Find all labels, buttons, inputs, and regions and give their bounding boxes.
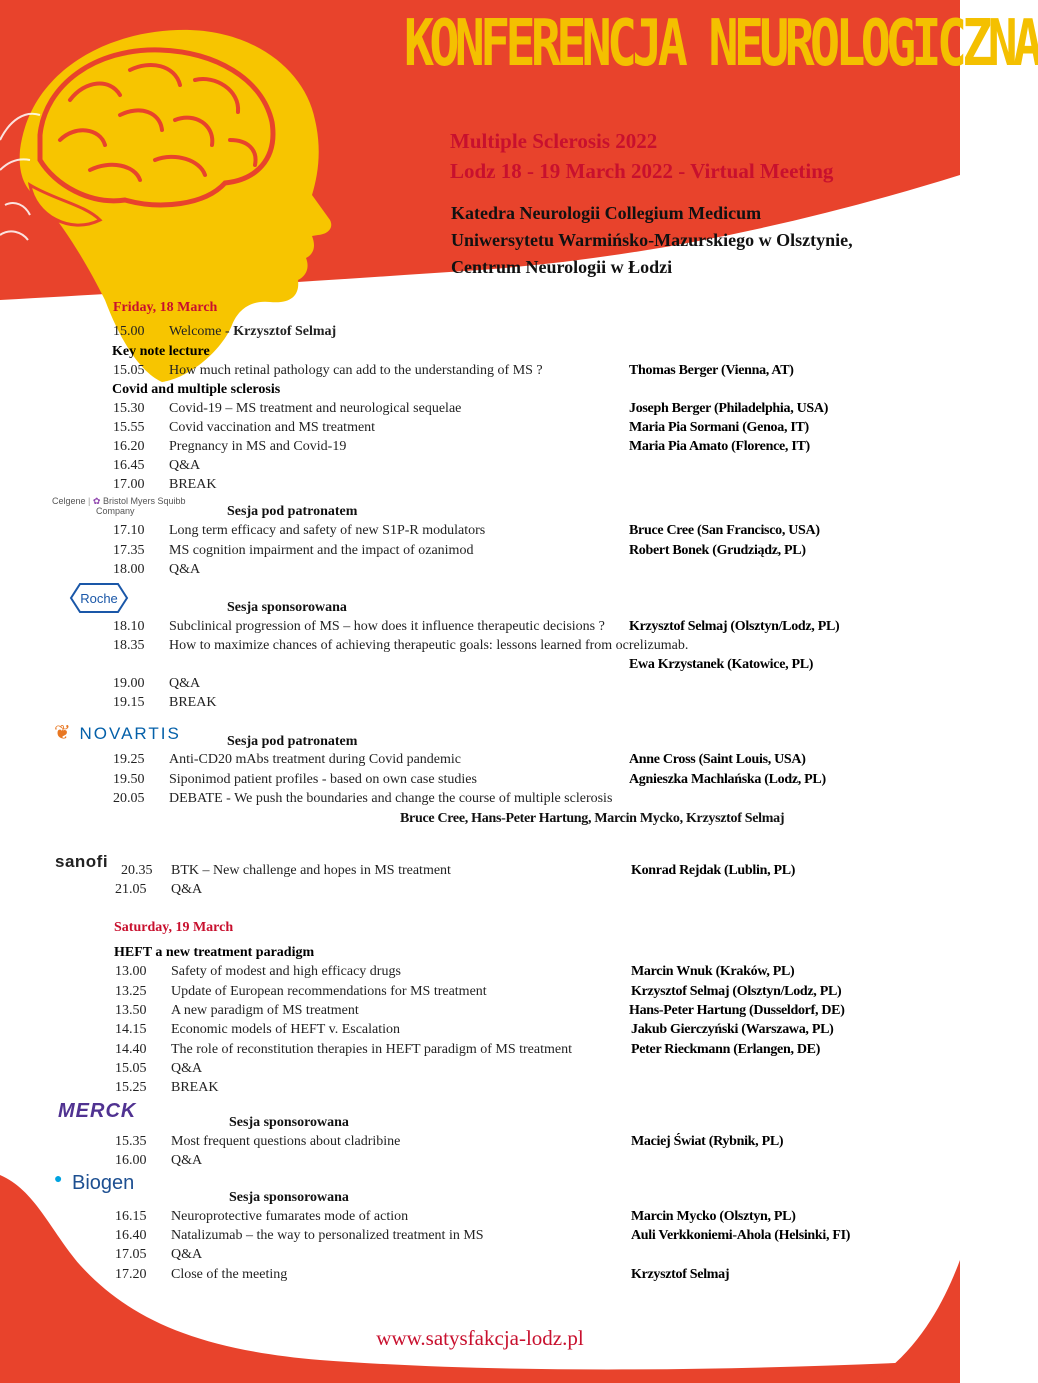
event-date-location: Lodz 18 - 19 March 2022 - Virtual Meeting [450, 159, 834, 183]
organizers [451, 200, 853, 281]
row-title: How to maximize chances of achieving therapeutic goals: lessons learned from ocrelizumab. [169, 638, 689, 653]
row-time: 19.50 [113, 772, 145, 787]
row-title: Neuroprotective fumarates mode of action [171, 1209, 409, 1224]
bms-logo-text: Bristol Myers Squibb [102, 496, 186, 506]
sanofi-logo: sanofi [55, 852, 109, 871]
roche-logo-text: Roche [80, 591, 118, 606]
row-time: 17.05 [115, 1247, 147, 1262]
row-time: 18.10 [113, 619, 145, 634]
row-title: Anti-CD20 mAbs treatment during Covid pandemic [169, 752, 462, 767]
row-time: 15.30 [113, 401, 145, 416]
row-speaker: Maria Pia Sormani (Genoa, IT) [629, 420, 809, 435]
row-time: 13.25 [115, 984, 147, 999]
row-title: Q&A [169, 676, 201, 691]
row-title: The role of reconstitution therapies in HEFT paradigm of MS treatment [171, 1042, 572, 1057]
row-title: Pregnancy in MS and Covid-19 [169, 439, 347, 454]
row-title: DEBATE - We push the boundaries and change the course of multiple sclerosis [169, 791, 613, 806]
row-title: Covid vaccination and MS treatment [169, 420, 376, 435]
organizer-line-3: Centrum Neurologii w Łodzi [451, 257, 673, 277]
row-title: Economic models of HEFT v. Escalation [171, 1022, 401, 1037]
biogen-dot-icon: ● [54, 1170, 63, 1186]
row-speaker: Krzysztof Selmaj (Olsztyn/Lodz, PL) [629, 619, 840, 634]
event-name: Multiple Sclerosis 2022 [450, 129, 658, 153]
row-speaker: Bruce Cree (San Francisco, USA) [629, 523, 820, 538]
row-speaker: Konrad Rejdak (Lublin, PL) [631, 863, 796, 878]
row-time: 18.00 [113, 562, 145, 577]
row-time: 19.15 [113, 695, 145, 710]
row-title: Covid-19 – MS treatment and neurological sequelae [169, 401, 462, 416]
row-title: Subclinical progression of MS – how does it influence therapeutic decisions ? [169, 619, 605, 634]
row-speaker: Ewa Krzystanek (Katowice, PL) [629, 657, 814, 672]
row-time: 13.50 [115, 1003, 147, 1018]
debate-speakers: Bruce Cree, Hans-Peter Hartung, Marcin Mycko, Krzysztof Selmaj [400, 811, 785, 826]
row-speaker: Anne Cross (Saint Louis, USA) [629, 752, 806, 767]
row-time: 15.05 [113, 363, 145, 378]
row-time: 14.15 [115, 1022, 147, 1037]
novartis-flame-icon: ❦ [54, 722, 73, 744]
row-time: 18.35 [113, 638, 145, 653]
brain-outline [40, 50, 273, 205]
row-time: 19.25 [113, 752, 145, 767]
row-time: 15.55 [113, 420, 145, 435]
session-label: Sesja pod patronatem [227, 734, 358, 749]
row-time: 15.05 [115, 1061, 147, 1076]
row-time: 15.35 [115, 1134, 147, 1149]
row-title: BREAK [169, 477, 217, 492]
day2-heading: Saturday, 19 March [114, 920, 234, 935]
novartis-logo-text: NOVARTIS [79, 724, 181, 743]
row-speaker: Hans-Peter Hartung (Dusseldorf, DE) [629, 1003, 845, 1018]
row-speaker: Marcin Wnuk (Kraków, PL) [631, 964, 795, 979]
session-label: Sesja sponsorowana [227, 600, 347, 615]
website-link[interactable]: www.satysfakcja-lodz.pl [376, 1326, 584, 1350]
row-title: MS cognition impairment and the impact of ozanimod [169, 543, 474, 558]
roche-logo [70, 582, 128, 614]
row-time: 17.10 [113, 523, 145, 538]
covid-heading: Covid and multiple sclerosis [112, 382, 281, 397]
row-time: 19.00 [113, 676, 145, 691]
row-time: 14.40 [115, 1042, 147, 1057]
row-speaker: Jakub Gierczyński (Warszawa, PL) [631, 1022, 834, 1037]
row-time: 16.20 [113, 439, 145, 454]
row-time: 21.05 [115, 882, 147, 897]
row-title: BTK – New challenge and hopes in MS treatment [171, 863, 451, 878]
row-title: Safety of modest and high efficacy drugs [171, 964, 401, 979]
row-title: Q&A [171, 1153, 203, 1168]
row-title: How much retinal pathology can add to the understanding of MS ? [169, 363, 543, 378]
session-label: Sesja pod patronatem [227, 504, 358, 519]
row-speaker: Auli Verkkoniemi-Ahola (Helsinki, FI) [631, 1228, 851, 1243]
bms-logo: Celgene | ✿ Bristol Myers Squibb Company [52, 496, 186, 516]
session-label: Sesja sponsorowana [229, 1115, 349, 1130]
row-title: Siponimod patient profiles - based on own case studies [169, 772, 477, 787]
row-time: 17.00 [113, 477, 145, 492]
bms-flower-icon: ✿ [92, 496, 101, 506]
conference-title: KONFERENCJA NEUROLOGICZNA [404, 7, 1038, 81]
row-speaker: Marcin Mycko (Olsztyn, PL) [631, 1209, 796, 1224]
bms-logo-company: Company [96, 506, 135, 516]
session-label: Sesja sponsorowana [229, 1190, 349, 1205]
event-heading [450, 126, 833, 186]
row-title: Q&A [169, 562, 201, 577]
row-speaker: Agnieszka Machlańska (Lodz, PL) [629, 772, 826, 787]
celgene-logo-text: Celgene [52, 496, 86, 506]
row-speaker: Maria Pia Amato (Florence, IT) [629, 439, 810, 454]
row-speaker: Krzysztof Selmaj (Olsztyn/Lodz, PL) [631, 984, 842, 999]
row-time: 13.00 [115, 964, 147, 979]
heft-heading: HEFT a new treatment paradigm [114, 945, 315, 960]
row-title: Q&A [171, 882, 203, 897]
row-speaker: Krzysztof Selmaj [631, 1267, 730, 1282]
row-speaker: Joseph Berger (Philadelphia, USA) [629, 401, 829, 416]
row-title [169, 324, 336, 340]
row-time: 16.40 [115, 1228, 147, 1243]
day1-heading: Friday, 18 March [113, 300, 218, 315]
row-title: Most frequent questions about cladribine [171, 1134, 401, 1149]
row-time: 16.15 [115, 1209, 147, 1224]
organizer-line-1: Katedra Neurologii Collegium Medicum [451, 203, 762, 223]
row-title: BREAK [169, 695, 217, 710]
row-title: Q&A [171, 1247, 203, 1262]
row-title: Long term efficacy and safety of new S1P-R modulators [169, 523, 486, 538]
row-time: 16.00 [115, 1153, 147, 1168]
keynote-heading: Key note lecture [112, 344, 210, 359]
row-title-text: Welcome - [169, 324, 234, 339]
row-title: Q&A [171, 1061, 203, 1076]
row-title: A new paradigm of MS treatment [171, 1003, 359, 1018]
organizer-line-2: Uniwersytetu Warmińsko-Mazurskiego w Olsztynie, [451, 230, 853, 250]
row-time: 15.00 [113, 324, 145, 339]
row-time: 20.35 [121, 863, 153, 878]
row-time: 17.35 [113, 543, 145, 558]
row-title: Natalizumab – the way to personalized treatment in MS [171, 1228, 484, 1243]
row-speaker: Thomas Berger (Vienna, AT) [629, 363, 794, 378]
row-time: 20.05 [113, 791, 145, 806]
row-speaker: Peter Rieckmann (Erlangen, DE) [631, 1042, 821, 1057]
row-title: BREAK [171, 1080, 219, 1095]
row-speaker: Maciej Świat (Rybnik, PL) [631, 1134, 784, 1149]
row-welcome-speaker: Krzysztof Selmaj [233, 324, 337, 339]
row-time: 15.25 [115, 1080, 147, 1095]
row-time: 16.45 [113, 458, 145, 473]
biogen-logo [54, 1172, 134, 1195]
row-title: Q&A [169, 458, 201, 473]
biogen-logo-text: Biogen [72, 1172, 135, 1194]
row-title: Update of European recommendations for MS treatment [171, 984, 487, 999]
merck-logo: MERCK [58, 1100, 137, 1122]
row-title: Close of the meeting [171, 1267, 288, 1282]
row-time: 17.20 [115, 1267, 147, 1282]
row-speaker: Robert Bonek (Grudziądz, PL) [629, 543, 806, 558]
novartis-logo [54, 720, 181, 745]
